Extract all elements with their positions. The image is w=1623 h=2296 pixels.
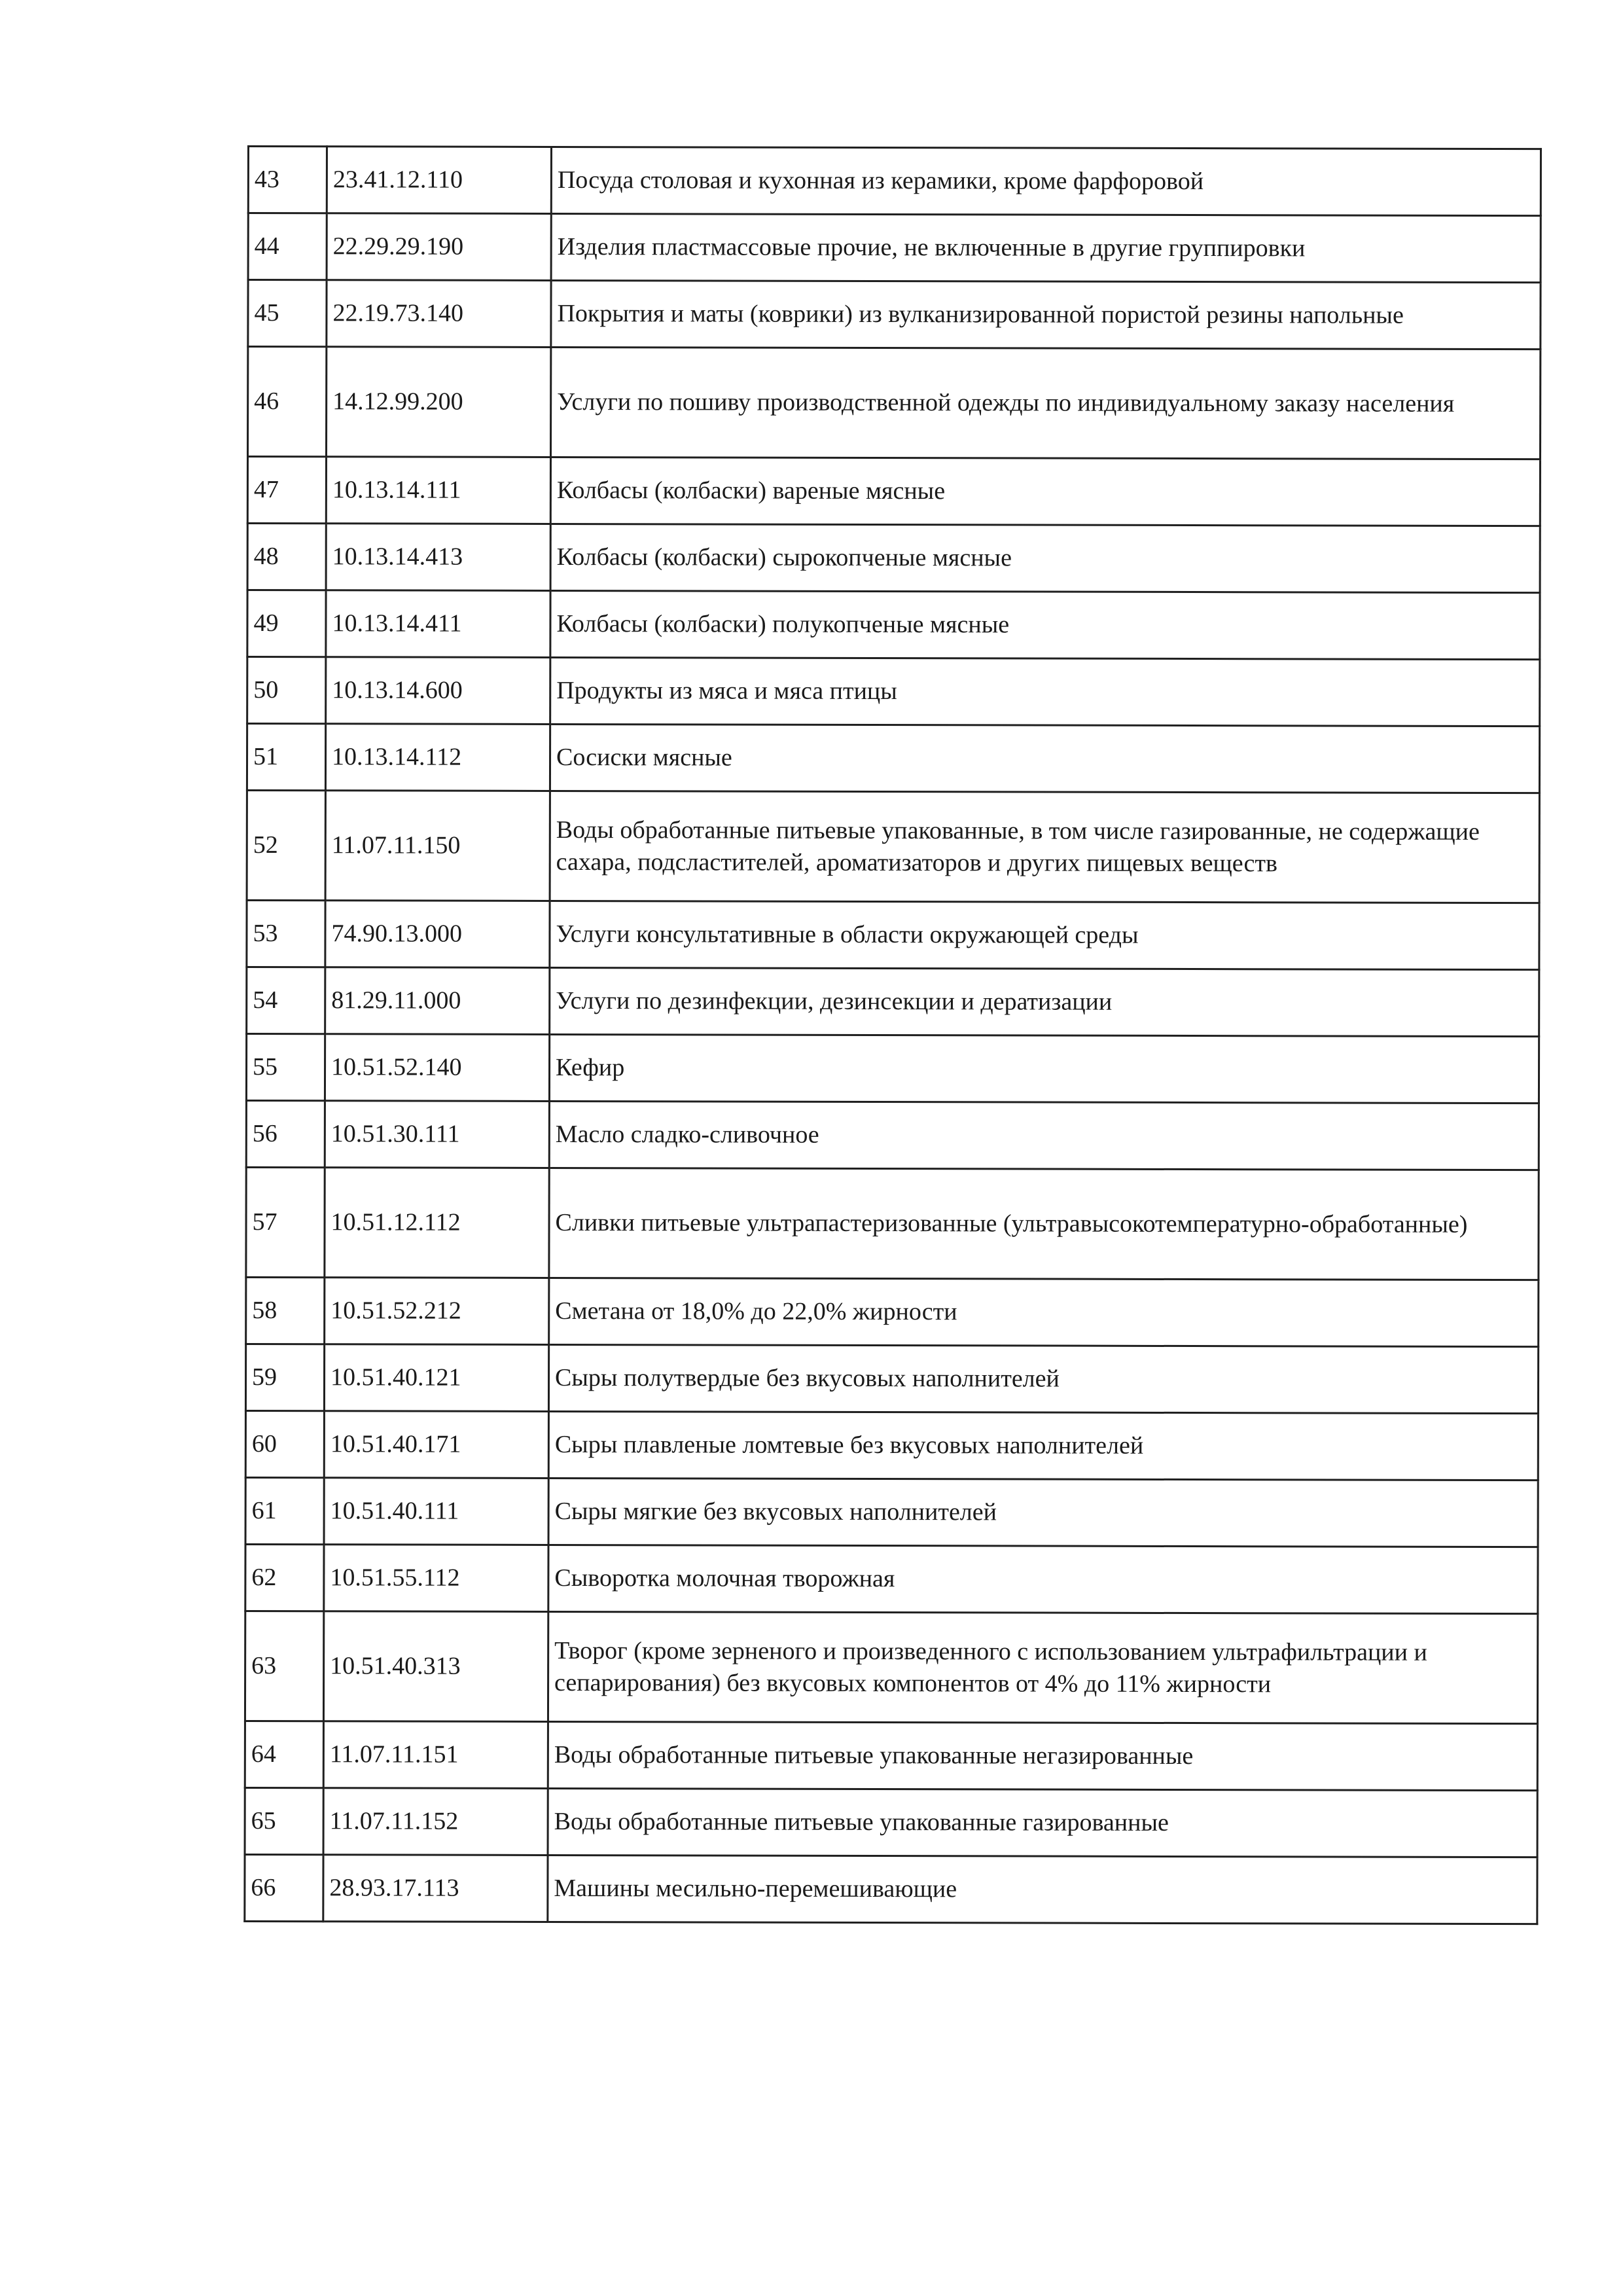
item-name: Сметана от 18,0% до 22,0% жирности xyxy=(549,1278,1539,1346)
okpd2-code: 10.51.55.112 xyxy=(324,1545,548,1612)
table-row xyxy=(245,1787,1537,1857)
row-number: 43 xyxy=(248,147,327,213)
table-row xyxy=(245,1477,1538,1547)
table-row xyxy=(245,1410,1538,1480)
item-name: Воды обработанные питьевые упакованные газированные xyxy=(548,1788,1537,1857)
item-name: Сыры мягкие без вкусовых наполнителей xyxy=(548,1478,1538,1547)
okpd2-code: 10.51.40.171 xyxy=(324,1411,548,1479)
okpd2-code: 10.51.30.111 xyxy=(325,1101,549,1168)
table-row xyxy=(246,1277,1539,1346)
okpd2-code: 10.13.14.111 xyxy=(326,457,550,524)
row-number: 61 xyxy=(245,1477,324,1544)
row-number: 64 xyxy=(245,1721,323,1787)
okpd2-code: 10.13.14.112 xyxy=(325,724,550,791)
item-name: Воды обработанные питьевые упакованные, в том числе газированные, не содержащие сахара, подсластителей, ароматизаторов и других пищевых веществ xyxy=(550,791,1539,903)
row-number: 62 xyxy=(245,1544,324,1611)
okpd2-code: 10.51.40.121 xyxy=(324,1344,548,1412)
row-number: 47 xyxy=(247,457,326,524)
okpd2-code: 10.51.52.140 xyxy=(325,1034,549,1102)
table-row xyxy=(247,457,1540,526)
okpd2-code: 74.90.13.000 xyxy=(325,901,550,968)
okpd2-code: 11.07.11.150 xyxy=(325,791,550,901)
row-number: 60 xyxy=(245,1410,324,1477)
item-name: Творог (кроме зерненого и произведенного с использованием ультрафильтрации и сепарирования) без вкусовых компонентов от 4% до 11% жирности xyxy=(548,1611,1537,1723)
item-name: Сыворотка молочная творожная xyxy=(548,1545,1538,1613)
table-row xyxy=(247,724,1539,793)
item-name: Машины месильно-перемешивающие xyxy=(548,1855,1537,1924)
item-name: Покрытия и маты (коврики) из вулканизированной пористой резины напольные xyxy=(551,280,1541,349)
okpd2-code: 10.51.52.212 xyxy=(325,1278,549,1345)
table-row xyxy=(248,147,1541,216)
okpd2-code: 11.07.11.151 xyxy=(323,1721,548,1789)
table-row xyxy=(245,1344,1538,1413)
item-name: Сосиски мясные xyxy=(550,724,1539,793)
item-name: Услуги по дезинфекции, дезинсекции и дератизации xyxy=(550,967,1539,1036)
row-number: 63 xyxy=(245,1611,323,1721)
row-number: 50 xyxy=(247,657,326,724)
table-row xyxy=(246,1034,1539,1103)
table-row xyxy=(247,657,1540,726)
item-name: Сыры плавленые ломтевые без вкусовых наполнителей xyxy=(548,1411,1538,1480)
item-name: Колбасы (колбаски) сырокопченые мясные xyxy=(550,524,1540,592)
table-row xyxy=(248,280,1541,350)
table-row xyxy=(246,1167,1539,1280)
row-number: 59 xyxy=(245,1344,324,1410)
item-name: Кефир xyxy=(549,1034,1539,1103)
okpd2-code: 10.13.14.413 xyxy=(326,524,550,591)
row-number: 54 xyxy=(247,967,325,1034)
table-row xyxy=(247,901,1539,970)
okpd2-code: 11.07.11.152 xyxy=(323,1788,548,1856)
table-row xyxy=(247,967,1539,1037)
row-number: 52 xyxy=(247,791,325,901)
item-name: Услуги консультативные в области окружающей среды xyxy=(550,901,1539,969)
table-row xyxy=(247,524,1540,593)
okpd2-code: 10.51.12.112 xyxy=(325,1168,549,1278)
okpd2-code: 10.51.40.111 xyxy=(324,1478,548,1545)
table-row xyxy=(245,1721,1537,1790)
item-name: Продукты из мяса и мяса птицы xyxy=(550,657,1540,726)
okpd2-code: 10.13.14.600 xyxy=(326,657,550,725)
table-row xyxy=(248,213,1541,283)
row-number: 44 xyxy=(248,213,327,280)
row-number: 46 xyxy=(248,347,327,457)
row-number: 65 xyxy=(245,1787,323,1854)
okpd2-code: 28.93.17.113 xyxy=(323,1855,548,1922)
table-row xyxy=(245,1611,1537,1723)
row-number: 45 xyxy=(248,280,327,347)
okpd2-code: 23.41.12.110 xyxy=(327,147,551,214)
table-row xyxy=(246,1101,1539,1170)
table-row xyxy=(245,1544,1538,1613)
item-name: Масло сладко-сливочное xyxy=(549,1101,1539,1170)
product-code-table xyxy=(243,145,1542,1925)
row-number: 48 xyxy=(247,524,326,590)
table-row xyxy=(245,1854,1537,1924)
row-number: 53 xyxy=(247,901,325,967)
okpd2-code: 81.29.11.000 xyxy=(325,967,550,1035)
row-number: 58 xyxy=(246,1277,325,1344)
item-name: Воды обработанные питьевые упакованные негазированные xyxy=(548,1721,1537,1790)
item-name: Колбасы (колбаски) вареные мясные xyxy=(550,457,1540,526)
okpd2-code: 22.29.29.190 xyxy=(327,213,551,281)
item-name: Сыры полутвердые без вкусовых наполнителей xyxy=(548,1344,1538,1413)
item-name: Сливки питьевые ультрапастеризованные (ультравысокотемпературно-обработанные) xyxy=(549,1168,1539,1280)
item-name: Колбасы (колбаски) полукопченые мясные xyxy=(550,590,1540,659)
table-row xyxy=(248,347,1541,459)
row-number: 66 xyxy=(245,1854,323,1921)
row-number: 57 xyxy=(246,1167,325,1277)
row-number: 56 xyxy=(246,1101,325,1168)
okpd2-code: 22.19.73.140 xyxy=(327,280,551,348)
item-name: Изделия пластмассовые прочие, не включенные в другие группировки xyxy=(551,213,1541,282)
item-name: Услуги по пошиву производственной одежды по индивидуальному заказу населения xyxy=(551,347,1541,459)
row-number: 55 xyxy=(246,1034,325,1101)
okpd2-code: 10.51.40.313 xyxy=(323,1611,548,1722)
table-row xyxy=(247,590,1540,660)
row-number: 51 xyxy=(247,724,325,791)
table-row xyxy=(247,791,1539,903)
okpd2-code: 10.13.14.411 xyxy=(326,590,550,658)
row-number: 49 xyxy=(247,590,326,657)
okpd2-code: 14.12.99.200 xyxy=(327,347,551,457)
item-name: Посуда столовая и кухонная из керамики, кроме фарфоровой xyxy=(551,147,1541,215)
